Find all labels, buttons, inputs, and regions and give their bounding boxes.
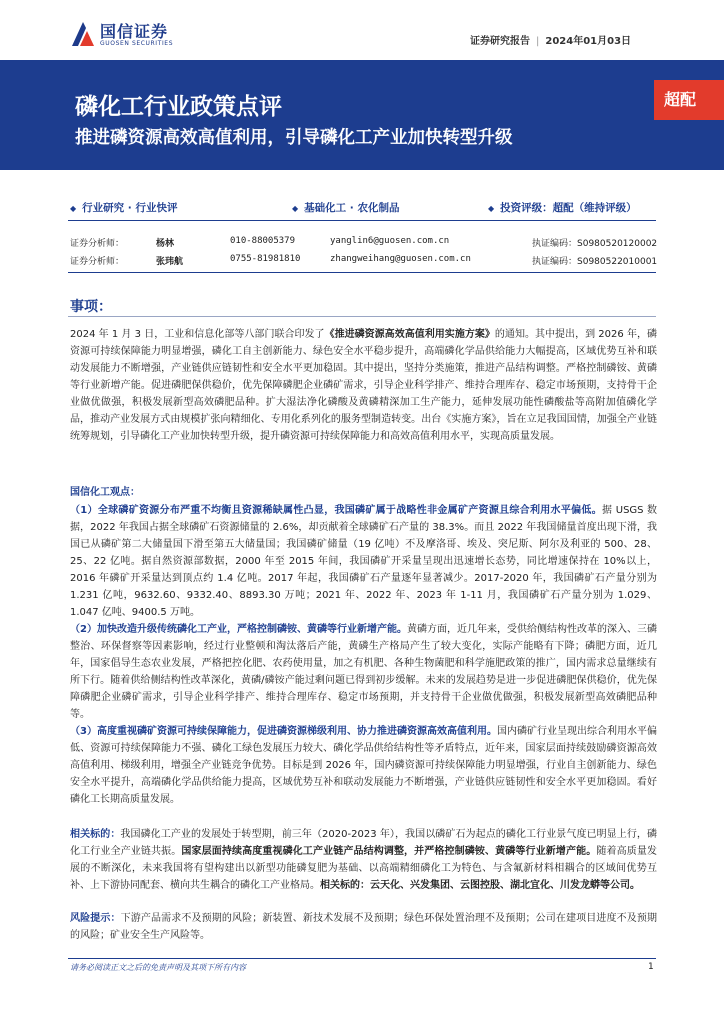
divider — [68, 272, 656, 273]
logo-chinese: 国信证券 — [100, 22, 169, 41]
analyst-cert: 执证编码：S0980522010001 — [532, 257, 658, 267]
point-2-paragraph: （2）加快改造升级传统磷化工产业，严格控制磷铵、黄磷等行业新增产能。黄磷方面，近几年来，受供给侧结构性改革的深入、三磷整治、环保督察等因素影响，经过行业整顿和淘汰落后产能，黄磷生产格局产生了较大变化，实际产能略有下降；磷肥方面，近几年，国家倡导生态农业发展，严格把控化肥、农药使用量，加之有机肥、各种生物菌肥和科学施肥政策的推广，国内需求总量继续有所下行。随着供给侧结构性改革深化，黄磷/磷铵产能过剩问题已得到初步缓解。未来的发展趋势是进一步促进磷肥保供稳价，优先保障磷肥企业磷矿需求，引导企业科学排产、维持合理库存、稳定市场预期，并支持骨干企业做优做强，积极发展新型高效磷肥品种等。 — [70, 624, 657, 720]
logo-english: GUOSEN SECURITIES — [100, 40, 174, 47]
analyst-email[interactable]: yanglin6@guosen.com.cn — [330, 236, 450, 246]
point-3-paragraph: （3）高度重视磷矿资源可持续保障能力，促进磷资源梯级利用、协力推进磷资源高效高值利用。国内磷矿行业呈现出综合利用水平偏低、资源可持续保障能力不强、磷化工绿色发展压力较大、磷化学品供给结构性等矛盾特点，近年来，国家层面持续鼓励磷资源高效高值利用、梯级利用，增强全产业链竞争优势。目标是到 2026 年，国内磷资源可持续保障能力明显增强，行业自主创新能力、绿色安全水平提升，高端磷化学品供给能力提高，区域优势互补和联动发展能力不断增强，产业链供应链韧性和安全水平更加稳固。看好磷化工长期高质量发展。 — [70, 726, 657, 805]
related-targets-paragraph: 相关标的：我国磷化工产业的发展处于转型期，前三年（2020-2023 年），我国以磷矿石为起点的磷化工行业景气度已明显上行，磷化工行业全产业链共振。国家层面持续高度重视磷化工产业链产品结构调整，并严格控制磷铵、黄磷等行业新增产能。随着高质量发展的不断深化，未来我国将有望构建出以新型功能磷复肥为基础、以高端精细磷化工为特色、与含氟新材料相耦合的区域间优势互补、上下游协同配套、横向共生耦合的磷化工产业格局。相关标的：云天化、兴发集团、云图控股、湖北宜化、川发龙蟒等公司。 — [70, 829, 658, 891]
diamond-icon: ◆ — [70, 204, 77, 213]
tag-sector: ◆ 基础化工 · 农化制品 — [292, 202, 400, 214]
tag-research: ◆ 行业研究 · 行业快评 — [70, 202, 178, 214]
footer-disclaimer[interactable]: 请务必阅读正文之后的免责声明及其项下所有内容 — [70, 963, 246, 972]
diamond-icon: ◆ — [292, 204, 299, 213]
report-title: 磷化工行业政策点评 — [75, 94, 282, 120]
page-number: 1 — [648, 962, 654, 972]
title-banner — [0, 60, 724, 170]
analyst-name: 杨林 — [156, 239, 175, 249]
analyst-name: 张玮航 — [156, 257, 184, 267]
section-heading: 事项： — [70, 299, 112, 315]
analyst-email[interactable]: zhangweihang@guosen.com.cn — [330, 254, 471, 264]
analyst-role: 证券分析师： — [70, 239, 125, 249]
view-heading: 国信化工观点： — [70, 487, 140, 498]
report-subtitle: 推进磷资源高效高值利用，引导磷化工产业加快转型升级 — [75, 128, 513, 148]
rating-badge: 超配 — [654, 80, 724, 120]
event-paragraph: 2024 年 1 月 3 日，工业和信息化部等八部门联合印发了《推进磷资源高效高值利用实施方案》的通知。其中提出，到 2026 年，磷资源可持续保障能力明显增强，磷化工自主创新能力、绿色安全水平稳步提升，高端磷化学品供给能力大幅提高，区域优势互补和联动发展能力不断增强，产业链供应链韧性和安全水平更加稳固。其中提出，坚持分类施策，推进产品结构调整。严格控制磷铵、黄磷等行业新增产能。促进磷肥保供稳价，优先保障磷肥企业磷矿需求，引导企业科学排产、维持合理库存、稳定市场预期，支持骨干企业做优做强，积极发展新型高效磷肥品种。扩大湿法净化磷酸及黄磷精深加工生产能力，延伸发展功能性磷酸盐等高附加值磷化学品，推动产业发展方式由规模扩张向精细化、专用化系列化的服务型制造转变。出台《实施方案》，旨在立足我国国情，加强全产业链统筹规划，引导磷化工产业加快转型升级，提升磷资源可持续保障能力和高效高值利用水平，实现高质量发展。 — [70, 329, 657, 442]
analyst-role: 证券分析师： — [70, 257, 125, 267]
analyst-cert: 执证编码：S0980520120002 — [532, 239, 658, 249]
report-date: 2024年01月03日 — [545, 36, 632, 47]
tag-rating: ◆ 投资评级：超配（维持评级） — [488, 202, 637, 214]
section-rule — [68, 316, 656, 317]
report-meta: 证券研究报告 | 2024年01月03日 — [470, 36, 632, 47]
report-type: 证券研究报告 — [470, 36, 530, 47]
footer-rule — [68, 958, 656, 959]
divider — [68, 220, 656, 221]
analyst-phone: 0755-81981810 — [230, 254, 301, 264]
diamond-icon: ◆ — [488, 204, 495, 213]
guosen-logo-icon — [70, 20, 96, 48]
analyst-phone: 010-88005379 — [230, 236, 296, 246]
point-1-paragraph: （1）全球磷矿资源分布严重不均衡且资源稀缺属性凸显，我国磷矿属于战略性非金属矿产资源且综合利用水平偏低。据 USGS 数据，2022 年我国占据全球磷矿石资源储量的 2.6%，却贡献着全球磷矿石产量的 38.3%。而且 2022 年我国储量首度出现下滑，我国已从磷矿第二大储量国下滑至第五大储量国；我国磷矿储量（19 亿吨）不及摩洛哥、埃及、突尼斯、阿尔及利亚的 500、28、25、22 亿吨。据自然资源部数据，2000 年至 2015 年间，我国磷矿开采量呈现出迅速增长态势，同比增速保持在 10%以上，2016 年磷矿开采量达到顶点约 1.4 亿吨。2017 年起，我国磷矿石产量逐年显著减少。2017-2020 年，我国磷矿石产量分别为 1.231 亿吨，9632.60、9332.40、8893.30 万吨；2021 年、2022 年、2023 年 1-11 月，我国磷矿石产量分别为 1.029、1.047 亿吨、9400.5 万吨。 — [70, 505, 657, 618]
risk-paragraph: 风险提示：下游产品需求不及预期的风险；新装置、新技术发展不及预期；绿色环保处置治理不及预期；公司在建项目进度不及预期的风险；矿业安全生产风险等。 — [70, 913, 658, 941]
